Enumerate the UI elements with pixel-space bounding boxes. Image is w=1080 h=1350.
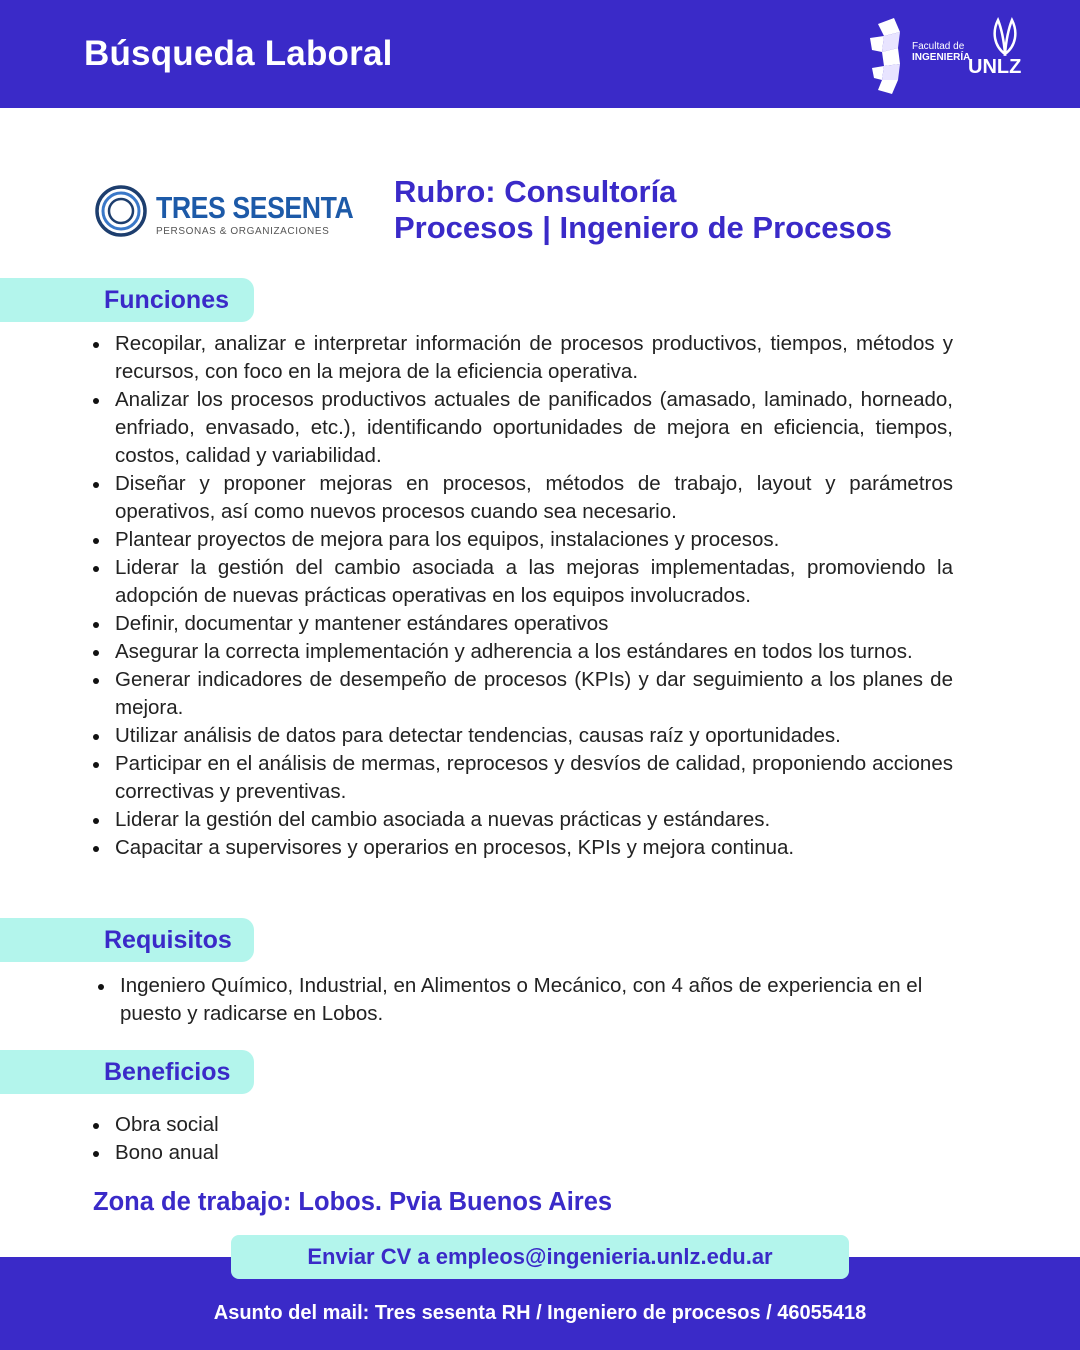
funciones-list (93, 330, 953, 862)
company-tagline: PERSONAS & ORGANIZACIONES (156, 226, 330, 237)
unlz-label: UNLZ (968, 56, 1022, 78)
faculty-name-text: INGENIERÍA (912, 51, 971, 63)
requisitos-list (98, 972, 972, 1028)
unlz-leaf-icon (988, 16, 1022, 56)
list-item: Participar en el análisis de mermas, reprocesos y desvíos de calidad, proponiendo acciones correctivas y preventivas. (93, 750, 953, 806)
section-title: Funciones (104, 286, 230, 314)
list-item: Capacitar a supervisores y operarios en procesos, KPIs y mejora continua. (93, 834, 953, 862)
company-name: TRES SESENTA (156, 190, 354, 225)
page-title: Búsqueda Laboral (84, 34, 393, 73)
section-requisitos (0, 918, 254, 962)
faculty-small-text: Facultad de (912, 41, 965, 52)
send-cv-text: Enviar CV a empleos@ingenieria.unlz.edu.ar (307, 1244, 773, 1269)
list-item: Utilizar análisis de datos para detectar tendencias, causas raíz y oportunidades. (93, 722, 953, 750)
list-item: Analizar los procesos productivos actuales de panificados (amasado, laminado, horneado, enfriado, envasado, etc.), identificando oportunidades de mejora en eficiencia, tiempos, costos, calidad y variabilidad. (93, 386, 953, 470)
section-funciones (0, 278, 254, 322)
ring-logo-icon (94, 184, 148, 238)
list-item: Recopilar, analizar e interpretar información de procesos productivos, tiempos, métodos y recursos, con foco en la mejora de la eficiencia operativa. (93, 330, 953, 386)
company-logo (94, 182, 354, 242)
section-title: Requisitos (104, 926, 232, 954)
list-item: Definir, documentar y mantener estándares operativos (93, 610, 953, 638)
section-beneficios (0, 1050, 254, 1094)
email-subject: Asunto del mail: Tres sesenta RH / Ingeniero de procesos / 46055418 (213, 1302, 867, 1324)
section-title: Beneficios (104, 1058, 231, 1086)
list-item: Generar indicadores de desempeño de procesos (KPIs) y dar seguimiento a los planes de mejora. (93, 666, 953, 722)
list-item: Asegurar la correcta implementación y adherencia a los estándares en todos los turnos. (93, 638, 953, 666)
list-item: Ingeniero Químico, Industrial, en Alimentos o Mecánico, con 4 años de experiencia en el puesto y radicarse en Lobos. (98, 972, 972, 1028)
list-item: Diseñar y proponer mejoras en procesos, métodos de trabajo, layout y parámetros operativos, así como nuevos procesos cuando sea necesario. (93, 470, 953, 526)
list-item: Plantear proyectos de mejora para los equipos, instalaciones y procesos. (93, 526, 953, 554)
position-line: Procesos | Ingeniero de Procesos (394, 210, 892, 245)
ingenieria-logo-icon (870, 18, 914, 94)
rubro-line: Rubro: Consultoría (394, 174, 677, 209)
job-heading (394, 174, 892, 246)
beneficios-list (93, 1111, 493, 1167)
list-item: Liderar la gestión del cambio asociada a nuevas prácticas y estándares. (93, 806, 953, 834)
faculty-label (912, 42, 970, 63)
header-banner (0, 0, 1080, 108)
list-item: Bono anual (93, 1139, 493, 1167)
list-item: Liderar la gestión del cambio asociada a las mejoras implementadas, promoviendo la adopción de nuevas prácticas operativas en los equipos involucrados. (93, 554, 953, 610)
send-cv-banner (231, 1235, 849, 1279)
faculty-logos (870, 16, 1040, 96)
list-item: Obra social (93, 1111, 493, 1139)
work-zone: Zona de trabajo: Lobos. Pvia Buenos Aires (93, 1188, 613, 1216)
